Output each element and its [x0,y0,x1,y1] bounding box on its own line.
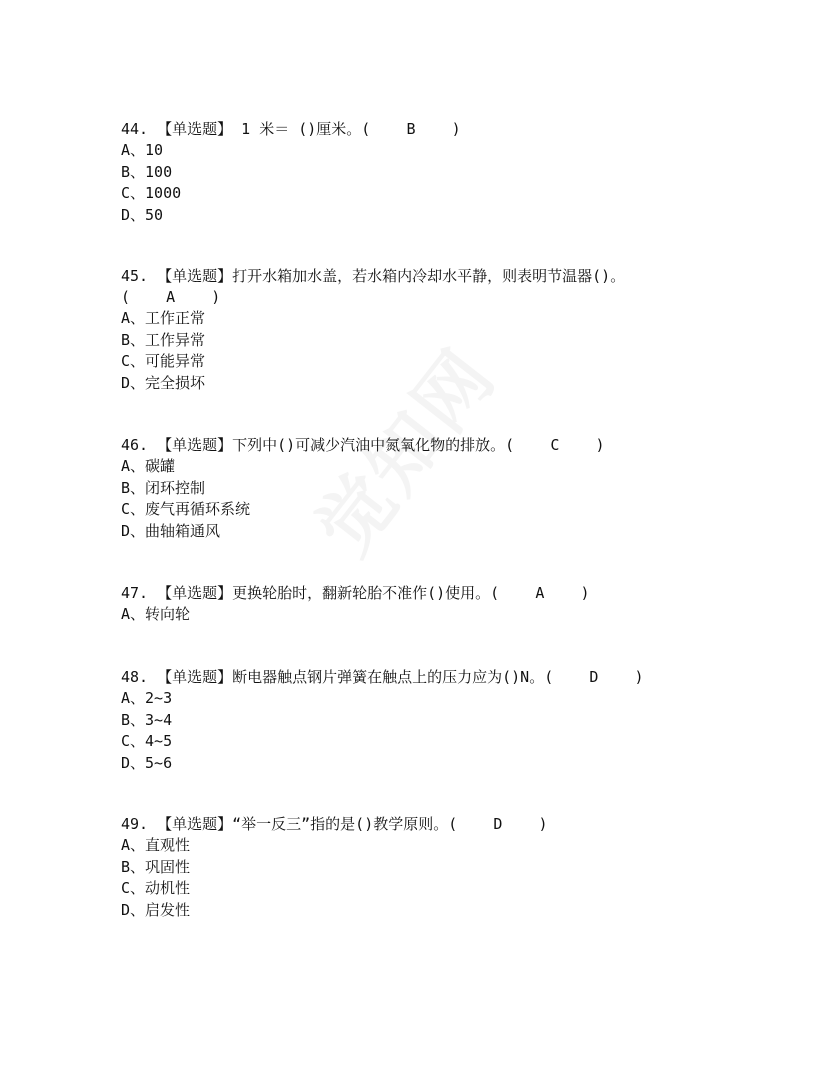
question-text: 48. 【单选题】断电器触点钢片弹簧在触点上的压力应为()N。( D ) [121,668,644,686]
option-d: D、启发性 [121,900,191,919]
question-44 [121,119,681,226]
option-d: D、曲轴箱通风 [121,521,221,540]
option-d: D、5~6 [121,753,173,772]
option-d: D、50 [121,205,164,224]
option-b: B、100 [121,162,173,181]
question-45 [121,266,681,394]
question-48 [121,667,681,774]
option-c: C、废气再循环系统 [121,500,251,518]
option-a: A、工作正常 [121,309,206,327]
question-text: 44. 【单选题】 1 米＝ ()厘米。( B ) [121,120,461,138]
question-text: 49. 【单选题】“举一反三”指的是()教学原则。( D ) [121,815,548,833]
option-a: A、2~3 [121,689,173,707]
option-c: C、4~5 [121,732,173,750]
question-49 [121,814,681,921]
question-text: 46. 【单选题】下列中()可减少汽油中氮氧化物的排放。( C ) [121,436,605,454]
option-a: A、碳罐 [121,457,176,475]
question-47 [121,583,681,626]
option-b: B、3~4 [121,710,173,729]
option-a: A、10 [121,141,164,159]
option-c: C、动机性 [121,879,191,897]
option-b: B、闭环控制 [121,478,206,497]
question-text: 45. 【单选题】打开水箱加水盖，若水箱内冷却水平静，则表明节温器()。 [121,267,626,285]
option-c: C、1000 [121,184,182,202]
option-a: A、直观性 [121,836,191,854]
question-46 [121,435,681,542]
option-d: D、完全损坏 [121,373,206,392]
question-text: 47. 【单选题】更换轮胎时，翻新轮胎不准作()使用。( A ) [121,584,590,602]
option-a: A、转向轮 [121,605,191,623]
option-b: B、工作异常 [121,330,206,349]
question-answer-line: ( A ) [121,288,221,306]
option-c: C、可能异常 [121,352,206,370]
option-b: B、巩固性 [121,857,191,876]
